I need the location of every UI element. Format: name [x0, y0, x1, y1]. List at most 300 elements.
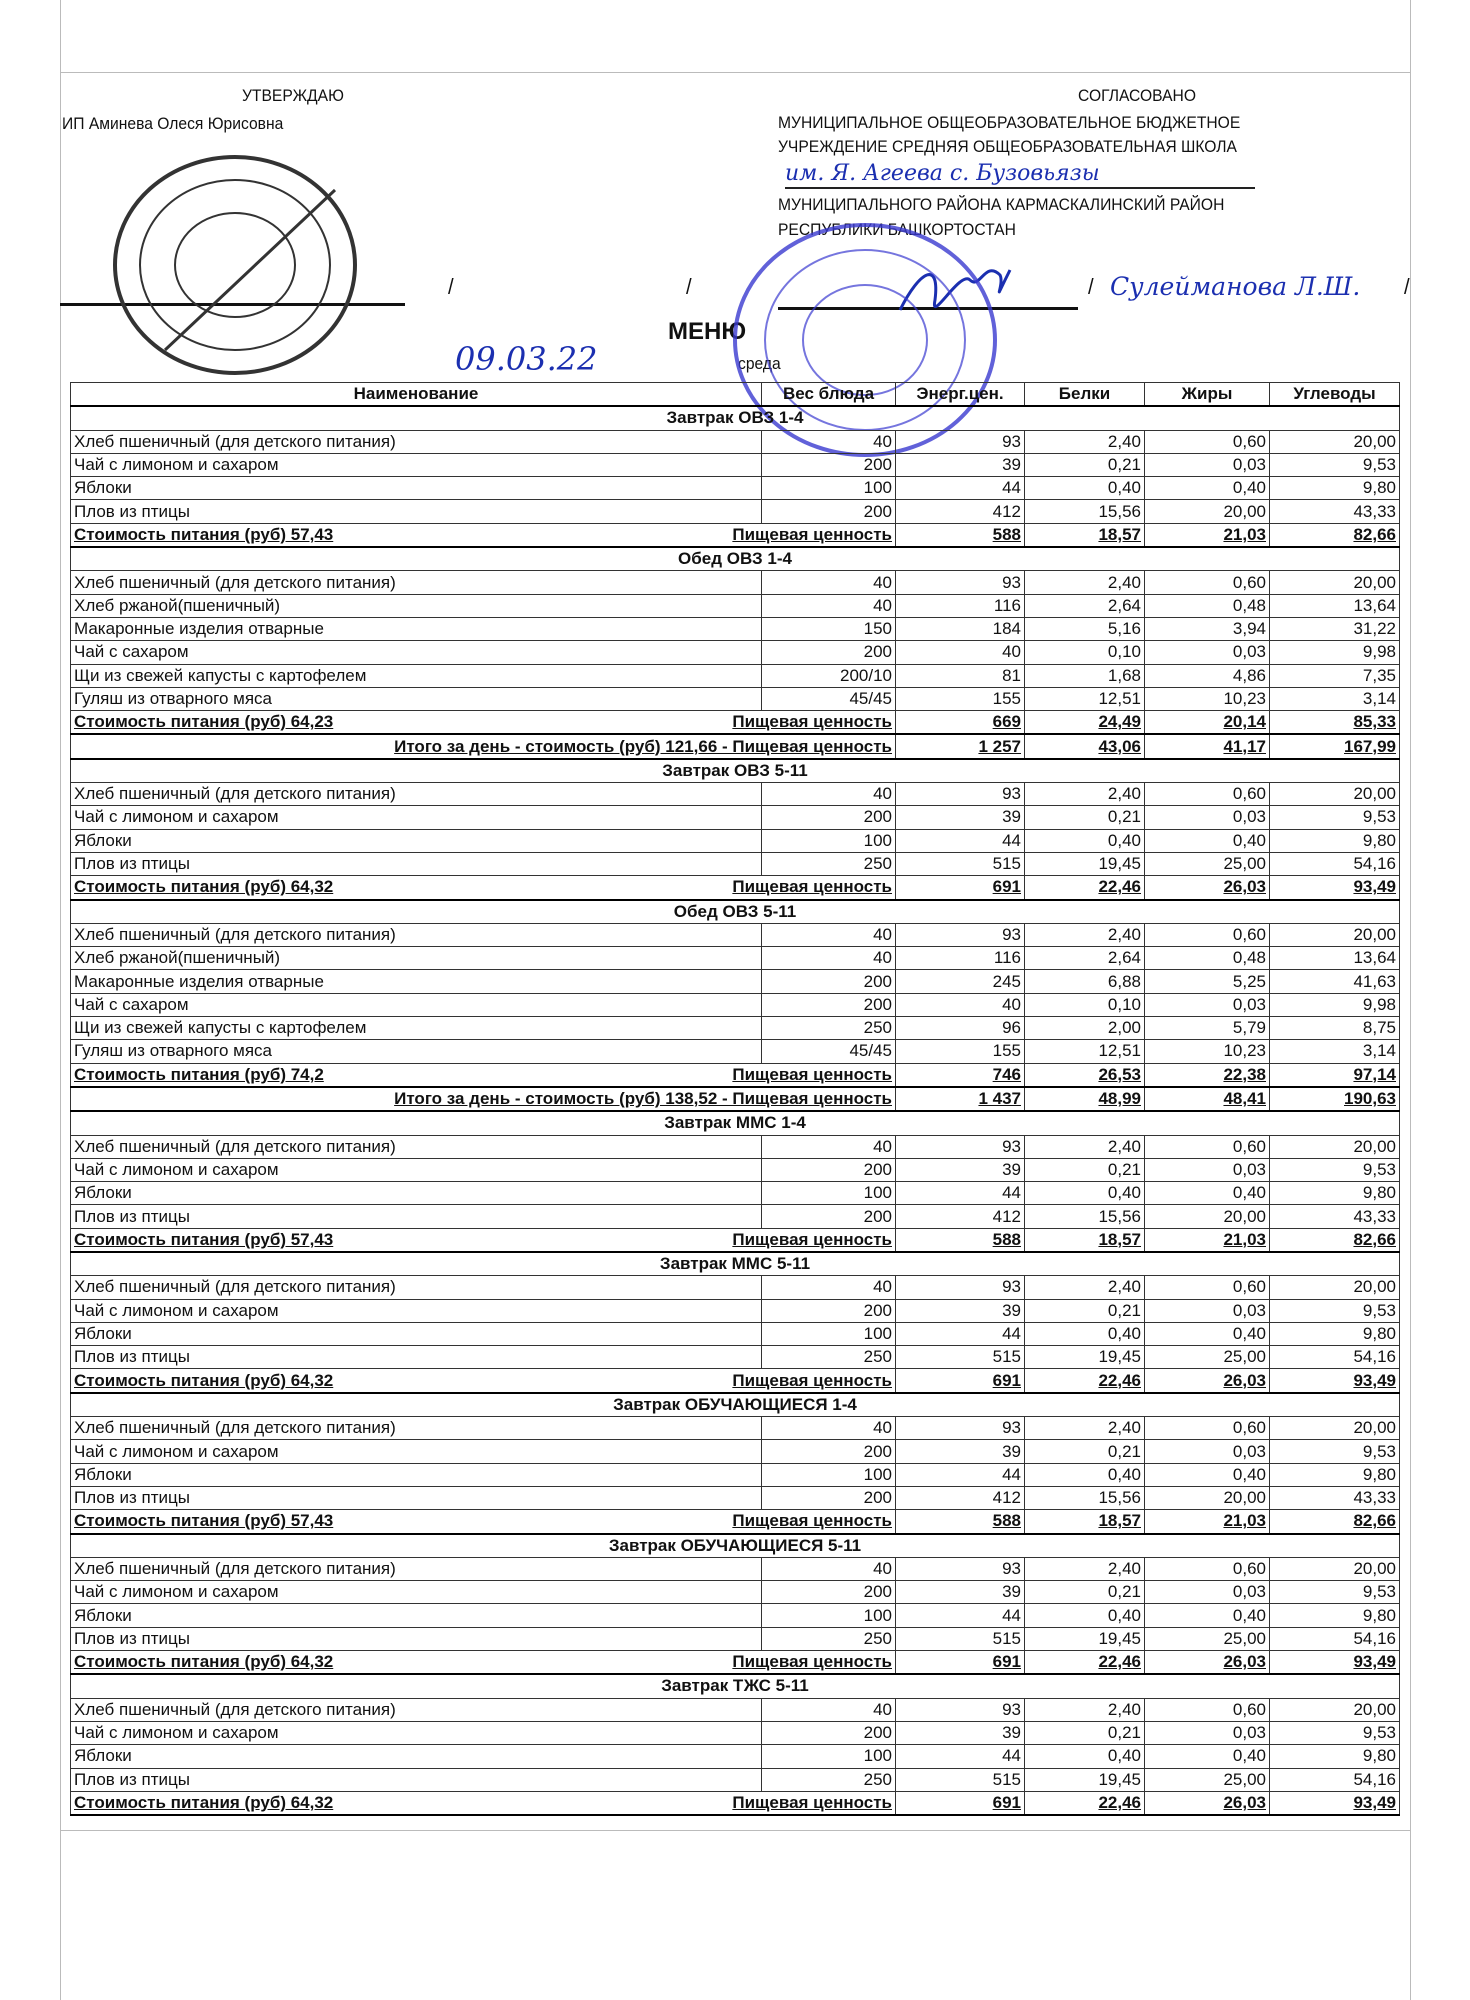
cell-name: Чай с сахаром — [71, 641, 762, 664]
cell-protein: 6,88 — [1025, 970, 1145, 993]
section-title: Завтрак ОВЗ 5-11 — [71, 759, 1400, 783]
cell-weight: 40 — [762, 1135, 896, 1158]
cell-fat: 0,03 — [1145, 1581, 1270, 1604]
cell-carbs: 43,33 — [1270, 500, 1400, 523]
total-protein: 18,57 — [1025, 1228, 1145, 1252]
slash: / — [448, 274, 454, 299]
day-total-energy: 1 257 — [896, 734, 1025, 758]
nutrition-label: Пищевая ценность — [732, 1064, 892, 1084]
cell-fat: 0,60 — [1145, 571, 1270, 594]
cell-carbs: 20,00 — [1270, 571, 1400, 594]
total-fat: 21,03 — [1145, 1228, 1270, 1252]
cell-carbs: 9,53 — [1270, 1440, 1400, 1463]
cell-energy: 515 — [896, 1627, 1025, 1650]
cell-protein: 2,40 — [1025, 430, 1145, 453]
seal-stamp-left — [105, 150, 375, 380]
cell-name: Чай с лимоном и сахаром — [71, 1158, 762, 1181]
day-total-fat: 41,17 — [1145, 734, 1270, 758]
total-fat: 26,03 — [1145, 876, 1270, 900]
section-title: Обед ОВЗ 5-11 — [71, 900, 1400, 924]
total-fat: 21,03 — [1145, 523, 1270, 547]
section-total-row — [71, 1228, 1400, 1252]
table-row — [71, 1440, 1400, 1463]
cell-name: Плов из птицы — [71, 852, 762, 875]
table-row — [71, 1698, 1400, 1721]
table-row — [71, 1135, 1400, 1158]
cell-weight: 40 — [762, 571, 896, 594]
cell-weight: 100 — [762, 477, 896, 500]
cost-label: Стоимость питания (руб) 64,32 — [74, 1792, 334, 1812]
cell-protein: 2,40 — [1025, 1417, 1145, 1440]
cell-weight: 40 — [762, 1417, 896, 1440]
cell-energy: 155 — [896, 1040, 1025, 1063]
cell-energy: 93 — [896, 783, 1025, 806]
total-energy: 588 — [896, 1228, 1025, 1252]
cell-name: Макаронные изделия отварные — [71, 970, 762, 993]
cell-carbs: 9,80 — [1270, 829, 1400, 852]
cell-protein: 2,00 — [1025, 1017, 1145, 1040]
cell-carbs: 54,16 — [1270, 1768, 1400, 1791]
cell-weight: 100 — [762, 1182, 896, 1205]
cell-protein: 19,45 — [1025, 1627, 1145, 1650]
cell-carbs: 7,35 — [1270, 664, 1400, 687]
cell-carbs: 54,16 — [1270, 1627, 1400, 1650]
cell-protein: 0,21 — [1025, 1721, 1145, 1744]
cost-label: Стоимость питания (руб) 64,32 — [74, 877, 334, 897]
section-title: Завтрак ММС 1-4 — [71, 1111, 1400, 1135]
cell-weight: 40 — [762, 430, 896, 453]
cost-cell — [71, 711, 896, 735]
nutrition-label: Пищевая ценность — [732, 1792, 892, 1812]
table-row — [71, 687, 1400, 710]
cell-carbs: 20,00 — [1270, 783, 1400, 806]
cell-carbs: 9,80 — [1270, 1322, 1400, 1345]
cost-cell — [71, 523, 896, 547]
total-carbs: 85,33 — [1270, 711, 1400, 735]
total-protein: 22,46 — [1025, 876, 1145, 900]
menu-date: 09.03.22 — [455, 340, 598, 378]
cell-weight: 40 — [762, 947, 896, 970]
total-energy: 691 — [896, 1369, 1025, 1393]
table-row — [71, 617, 1400, 640]
cell-fat: 0,03 — [1145, 641, 1270, 664]
cell-energy: 245 — [896, 970, 1025, 993]
cell-carbs: 9,80 — [1270, 1182, 1400, 1205]
cell-carbs: 31,22 — [1270, 617, 1400, 640]
total-energy: 691 — [896, 876, 1025, 900]
table-row — [71, 947, 1400, 970]
cell-weight: 250 — [762, 1768, 896, 1791]
cell-weight: 250 — [762, 852, 896, 875]
slash: / — [1404, 274, 1410, 299]
cell-name: Щи из свежей капусты с картофелем — [71, 664, 762, 687]
cell-energy: 44 — [896, 1322, 1025, 1345]
nutrition-label: Пищевая ценность — [732, 1652, 892, 1672]
table-row — [71, 571, 1400, 594]
cell-protein: 0,40 — [1025, 477, 1145, 500]
cell-name: Хлеб пшеничный (для детского питания) — [71, 923, 762, 946]
total-protein: 26,53 — [1025, 1063, 1145, 1087]
cell-fat: 0,48 — [1145, 594, 1270, 617]
cell-carbs: 43,33 — [1270, 1205, 1400, 1228]
cell-energy: 39 — [896, 806, 1025, 829]
cell-fat: 0,40 — [1145, 1322, 1270, 1345]
cell-energy: 116 — [896, 947, 1025, 970]
cell-protein: 2,64 — [1025, 594, 1145, 617]
cell-fat: 5,25 — [1145, 970, 1270, 993]
cell-name: Яблоки — [71, 477, 762, 500]
cell-energy: 515 — [896, 1768, 1025, 1791]
cell-weight: 40 — [762, 783, 896, 806]
cell-fat: 20,00 — [1145, 1205, 1270, 1228]
table-row — [71, 1721, 1400, 1744]
cell-fat: 0,03 — [1145, 993, 1270, 1016]
cell-fat: 0,03 — [1145, 1299, 1270, 1322]
cell-name: Чай с сахаром — [71, 993, 762, 1016]
cell-carbs: 9,80 — [1270, 477, 1400, 500]
menu-title: МЕНЮ — [668, 318, 747, 345]
cell-fat: 20,00 — [1145, 500, 1270, 523]
cell-protein: 0,21 — [1025, 1158, 1145, 1181]
table-row — [71, 453, 1400, 476]
grid-line — [60, 1830, 1410, 1831]
cell-fat: 0,48 — [1145, 947, 1270, 970]
cell-fat: 25,00 — [1145, 852, 1270, 875]
cell-fat: 0,40 — [1145, 1182, 1270, 1205]
section-title: Завтрак ОВЗ 1-4 — [71, 406, 1400, 430]
cell-weight: 200 — [762, 500, 896, 523]
cell-protein: 19,45 — [1025, 1768, 1145, 1791]
table-header-row — [71, 383, 1400, 407]
total-energy: 588 — [896, 523, 1025, 547]
cell-protein: 0,21 — [1025, 1440, 1145, 1463]
cell-name: Гуляш из отварного мяса — [71, 1040, 762, 1063]
total-carbs: 82,66 — [1270, 1228, 1400, 1252]
cell-name: Плов из птицы — [71, 1627, 762, 1650]
cell-carbs: 54,16 — [1270, 1346, 1400, 1369]
school-handwritten: им. Я. Агеева с. Бузовьязы — [785, 161, 1255, 189]
school-line: МУНИЦИПАЛЬНОГО РАЙОНА КАРМАСКАЛИНСКИЙ РАЙОН — [778, 195, 1225, 214]
cell-weight: 100 — [762, 1463, 896, 1486]
section-title-row — [71, 406, 1400, 430]
cell-fat: 10,23 — [1145, 1040, 1270, 1063]
day-total-carbs: 167,99 — [1270, 734, 1400, 758]
total-fat: 20,14 — [1145, 711, 1270, 735]
table-row — [71, 477, 1400, 500]
column-header-protein: Белки — [1025, 383, 1145, 407]
cell-energy: 39 — [896, 1299, 1025, 1322]
cell-energy: 39 — [896, 1721, 1025, 1744]
cell-fat: 4,86 — [1145, 664, 1270, 687]
cell-name: Яблоки — [71, 1604, 762, 1627]
cell-energy: 412 — [896, 500, 1025, 523]
cell-energy: 81 — [896, 664, 1025, 687]
cell-fat: 5,79 — [1145, 1017, 1270, 1040]
table-row — [71, 993, 1400, 1016]
cell-name: Хлеб пшеничный (для детского питания) — [71, 1135, 762, 1158]
cell-protein: 19,45 — [1025, 1346, 1145, 1369]
table-row — [71, 1604, 1400, 1627]
cell-protein: 5,16 — [1025, 617, 1145, 640]
table-row — [71, 594, 1400, 617]
cell-energy: 40 — [896, 993, 1025, 1016]
cost-label: Стоимость питания (руб) 57,43 — [74, 1511, 334, 1531]
cell-fat: 0,03 — [1145, 453, 1270, 476]
cell-carbs: 54,16 — [1270, 852, 1400, 875]
cell-fat: 0,40 — [1145, 1745, 1270, 1768]
section-total-row — [71, 1651, 1400, 1675]
cell-carbs: 9,53 — [1270, 1581, 1400, 1604]
cell-energy: 44 — [896, 829, 1025, 852]
table-row — [71, 1581, 1400, 1604]
cell-weight: 100 — [762, 829, 896, 852]
cell-name: Плов из птицы — [71, 1486, 762, 1509]
cell-energy: 44 — [896, 1463, 1025, 1486]
cell-carbs: 13,64 — [1270, 594, 1400, 617]
section-title: Завтрак ТЖС 5-11 — [71, 1674, 1400, 1698]
cell-carbs: 9,53 — [1270, 806, 1400, 829]
total-fat: 26,03 — [1145, 1369, 1270, 1393]
section-title-row — [71, 547, 1400, 571]
section-title-row — [71, 1674, 1400, 1698]
cell-energy: 116 — [896, 594, 1025, 617]
total-protein: 22,46 — [1025, 1791, 1145, 1815]
cost-cell — [71, 876, 896, 900]
table-row — [71, 1463, 1400, 1486]
section-total-row — [71, 1369, 1400, 1393]
cost-label: Стоимость питания (руб) 74,2 — [74, 1064, 324, 1084]
cell-fat: 10,23 — [1145, 687, 1270, 710]
day-total-row — [71, 734, 1400, 758]
cell-name: Чай с лимоном и сахаром — [71, 1440, 762, 1463]
cell-name: Макаронные изделия отварные — [71, 617, 762, 640]
cell-protein: 2,40 — [1025, 923, 1145, 946]
cell-name: Плов из птицы — [71, 1205, 762, 1228]
cell-name: Чай с лимоном и сахаром — [71, 1721, 762, 1744]
cell-fat: 0,60 — [1145, 1276, 1270, 1299]
school-line: УЧРЕЖДЕНИЕ СРЕДНЯЯ ОБЩЕОБРАЗОВАТЕЛЬНАЯ ШКОЛА — [778, 137, 1237, 156]
cell-protein: 2,40 — [1025, 1135, 1145, 1158]
cell-protein: 0,40 — [1025, 1463, 1145, 1486]
section-total-row — [71, 1510, 1400, 1534]
table-row — [71, 1417, 1400, 1440]
cell-fat: 20,00 — [1145, 1486, 1270, 1509]
table-row — [71, 1627, 1400, 1650]
cell-name: Яблоки — [71, 1322, 762, 1345]
approve-label: УТВЕРЖДАЮ — [242, 86, 344, 105]
cell-fat: 0,60 — [1145, 1135, 1270, 1158]
table-row — [71, 1205, 1400, 1228]
cell-protein: 0,40 — [1025, 1745, 1145, 1768]
cell-weight: 40 — [762, 923, 896, 946]
column-header-energy: Энерг.цен. — [896, 383, 1025, 407]
menu-table — [70, 382, 1400, 1816]
cell-carbs: 9,53 — [1270, 1721, 1400, 1744]
section-title: Обед ОВЗ 1-4 — [71, 547, 1400, 571]
cell-energy: 39 — [896, 1158, 1025, 1181]
day-total-row — [71, 1087, 1400, 1111]
cell-energy: 44 — [896, 1604, 1025, 1627]
table-row — [71, 500, 1400, 523]
cell-energy: 44 — [896, 477, 1025, 500]
total-protein: 22,46 — [1025, 1651, 1145, 1675]
cell-energy: 93 — [896, 923, 1025, 946]
table-row — [71, 664, 1400, 687]
school-line: РЕСПУБЛИКИ БАШКОРТОСТАН — [778, 220, 1016, 239]
cell-fat: 0,03 — [1145, 1158, 1270, 1181]
cell-protein: 2,40 — [1025, 1557, 1145, 1580]
cell-protein: 2,40 — [1025, 571, 1145, 594]
cell-name: Щи из свежей капусты с картофелем — [71, 1017, 762, 1040]
cell-weight: 200 — [762, 806, 896, 829]
nutrition-label: Пищевая ценность — [732, 1511, 892, 1531]
total-carbs: 82,66 — [1270, 523, 1400, 547]
table-row — [71, 1768, 1400, 1791]
cell-carbs: 9,80 — [1270, 1604, 1400, 1627]
section-title: Завтрак ММС 5-11 — [71, 1252, 1400, 1276]
nutrition-label: Пищевая ценность — [732, 1370, 892, 1390]
cell-weight: 200 — [762, 1440, 896, 1463]
cell-carbs: 20,00 — [1270, 430, 1400, 453]
cell-carbs: 9,80 — [1270, 1463, 1400, 1486]
cost-cell — [71, 1791, 896, 1815]
cell-weight: 45/45 — [762, 1040, 896, 1063]
section-title: Завтрак ОБУЧАЮЩИЕСЯ 5-11 — [71, 1534, 1400, 1558]
cost-label: Стоимость питания (руб) 64,32 — [74, 1370, 334, 1390]
table-row — [71, 829, 1400, 852]
cell-fat: 0,03 — [1145, 806, 1270, 829]
cell-carbs: 9,53 — [1270, 1299, 1400, 1322]
cell-weight: 40 — [762, 1276, 896, 1299]
cell-protein: 0,21 — [1025, 1581, 1145, 1604]
cell-carbs: 20,00 — [1270, 1276, 1400, 1299]
cell-protein: 2,64 — [1025, 947, 1145, 970]
cell-energy: 93 — [896, 430, 1025, 453]
cell-protein: 15,56 — [1025, 1486, 1145, 1509]
cell-name: Чай с лимоном и сахаром — [71, 806, 762, 829]
section-total-row — [71, 876, 1400, 900]
cell-weight: 40 — [762, 1557, 896, 1580]
total-energy: 746 — [896, 1063, 1025, 1087]
cell-fat: 0,03 — [1145, 1440, 1270, 1463]
cell-carbs: 9,53 — [1270, 1158, 1400, 1181]
cell-protein: 1,68 — [1025, 664, 1145, 687]
cell-carbs: 3,14 — [1270, 1040, 1400, 1063]
cell-protein: 19,45 — [1025, 852, 1145, 875]
cell-weight: 40 — [762, 594, 896, 617]
table-row — [71, 1346, 1400, 1369]
section-title-row — [71, 1252, 1400, 1276]
grid-line — [60, 0, 61, 2000]
cell-energy: 39 — [896, 453, 1025, 476]
section-total-row — [71, 1791, 1400, 1815]
cell-energy: 93 — [896, 1698, 1025, 1721]
cell-fat: 0,03 — [1145, 1721, 1270, 1744]
total-energy: 588 — [896, 1510, 1025, 1534]
cell-name: Хлеб пшеничный (для детского питания) — [71, 1557, 762, 1580]
cell-energy: 93 — [896, 1417, 1025, 1440]
cost-label: Стоимость питания (руб) 64,23 — [74, 712, 334, 732]
cost-cell — [71, 1369, 896, 1393]
cell-name: Яблоки — [71, 1745, 762, 1768]
cell-name: Хлеб пшеничный (для детского питания) — [71, 783, 762, 806]
table-row — [71, 1276, 1400, 1299]
cell-name: Яблоки — [71, 829, 762, 852]
total-energy: 691 — [896, 1791, 1025, 1815]
cell-fat: 3,94 — [1145, 617, 1270, 640]
cell-fat: 0,40 — [1145, 1463, 1270, 1486]
cell-weight: 200 — [762, 1581, 896, 1604]
cell-protein: 0,21 — [1025, 1299, 1145, 1322]
cell-energy: 184 — [896, 617, 1025, 640]
total-protein: 24,49 — [1025, 711, 1145, 735]
section-total-row — [71, 1063, 1400, 1087]
day-total-label: Итого за день - стоимость (руб) 138,52 - Пищевая ценность — [71, 1087, 896, 1111]
cell-name: Хлеб пшеничный (для детского питания) — [71, 1417, 762, 1440]
slash: / — [686, 274, 692, 299]
cell-carbs: 9,98 — [1270, 993, 1400, 1016]
table-row — [71, 806, 1400, 829]
column-header-carbs: Углеводы — [1270, 383, 1400, 407]
cell-energy: 44 — [896, 1182, 1025, 1205]
cell-weight: 200 — [762, 1299, 896, 1322]
cell-protein: 0,40 — [1025, 1604, 1145, 1627]
cost-label: Стоимость питания (руб) 64,32 — [74, 1652, 334, 1672]
cell-fat: 0,60 — [1145, 1557, 1270, 1580]
total-protein: 18,57 — [1025, 1510, 1145, 1534]
table-row — [71, 1486, 1400, 1509]
table-row — [71, 1745, 1400, 1768]
total-fat: 26,03 — [1145, 1651, 1270, 1675]
cell-weight: 200 — [762, 641, 896, 664]
cell-carbs: 9,80 — [1270, 1745, 1400, 1768]
cell-protein: 12,51 — [1025, 687, 1145, 710]
table-row — [71, 1299, 1400, 1322]
cost-label: Стоимость питания (руб) 57,43 — [74, 524, 334, 544]
cell-protein: 0,40 — [1025, 1182, 1145, 1205]
cell-weight: 200/10 — [762, 664, 896, 687]
table-row — [71, 852, 1400, 875]
cost-cell — [71, 1651, 896, 1675]
cell-protein: 15,56 — [1025, 500, 1145, 523]
approver-name: ИП Аминева Олеся Юрисовна — [62, 114, 284, 133]
cell-protein: 12,51 — [1025, 1040, 1145, 1063]
section-title: Завтрак ОБУЧАЮЩИЕСЯ 1-4 — [71, 1393, 1400, 1417]
table-row — [71, 1557, 1400, 1580]
cost-cell — [71, 1510, 896, 1534]
nutrition-label: Пищевая ценность — [732, 524, 892, 544]
cell-protein: 0,10 — [1025, 641, 1145, 664]
table-row — [71, 970, 1400, 993]
cell-protein: 0,40 — [1025, 829, 1145, 852]
section-title-row — [71, 1111, 1400, 1135]
nutrition-label: Пищевая ценность — [732, 877, 892, 897]
cell-energy: 155 — [896, 687, 1025, 710]
cell-carbs: 20,00 — [1270, 923, 1400, 946]
column-header-name: Наименование — [71, 383, 762, 407]
cell-carbs: 20,00 — [1270, 1557, 1400, 1580]
cell-carbs: 43,33 — [1270, 1486, 1400, 1509]
cell-fat: 0,40 — [1145, 477, 1270, 500]
total-energy: 691 — [896, 1651, 1025, 1675]
section-title-row — [71, 900, 1400, 924]
cell-fat: 0,60 — [1145, 783, 1270, 806]
cell-name: Хлеб пшеничный (для детского питания) — [71, 430, 762, 453]
cell-name: Чай с лимоном и сахаром — [71, 453, 762, 476]
cell-energy: 412 — [896, 1205, 1025, 1228]
cell-fat: 0,60 — [1145, 923, 1270, 946]
cell-carbs: 20,00 — [1270, 1135, 1400, 1158]
